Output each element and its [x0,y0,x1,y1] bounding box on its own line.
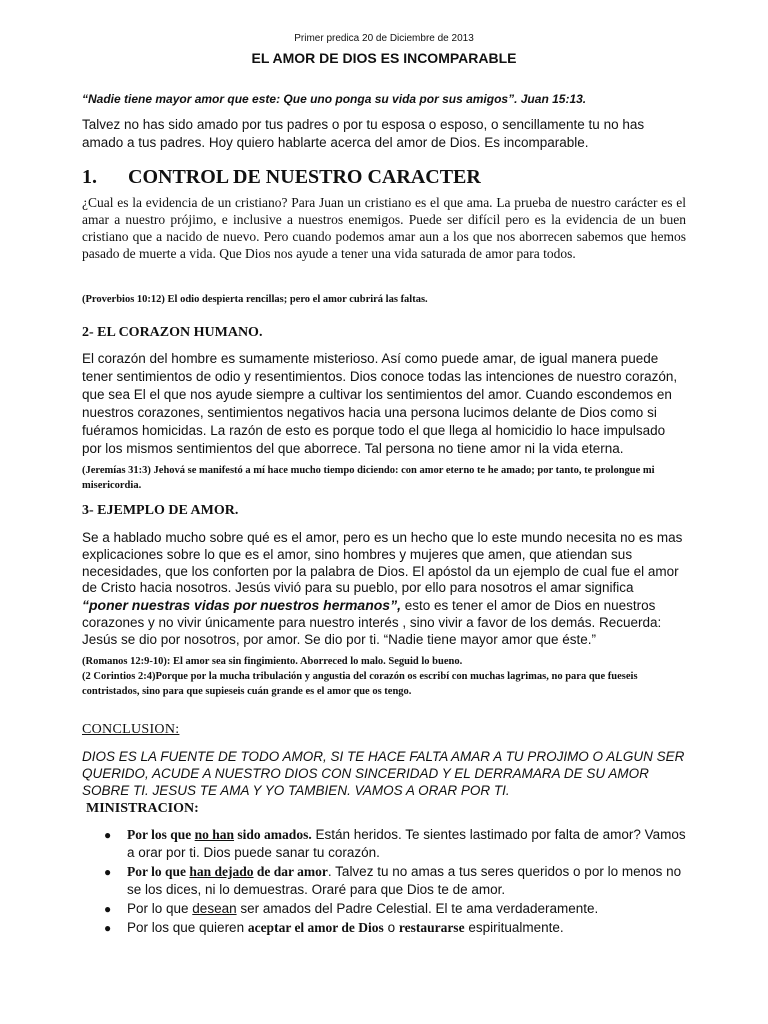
item-3-text: ser amados del Padre Celestial. El te ama verdaderamente. [236,901,599,916]
item-4-bold-2: restaurarse [398,920,465,935]
section-3-reference-romanos: (Romanos 12:9-10): El amor sea sin fingimiento. Aborreced lo malo. Seguid lo bueno. [82,656,463,667]
intro-paragraph: Talvez no has sido amado por tus padres o por tu esposa o esposo, o sencillamente tu no has amado a tus padres. Hoy quiero hablarte acerca del amor de Dios. Es incomparable. [82,117,645,150]
item-3-lead: Por lo que [127,901,193,916]
ministracion-list [82,826,686,938]
section-3-body-part2: esto es tener el amor de Dios en nuestros corazones y no vivir únicamente para nuestro interés , sino vivir a favor de los demás. Recuerda: Jesús se dio por nosotros, por amor. Se dio por ti. “Nadie tiene mayor amor que éste.” [82,598,662,647]
section-3-emphasis: “poner nuestras vidas por nuestros hermanos”, [82,597,401,614]
section-1-number: 1. [82,166,97,188]
section-1-reference: (Proverbios 10:12) El odio despierta rencillas; pero el amor cubrirá las faltas. [82,294,428,305]
item-4-bold-1: aceptar el amor de Dios [247,920,384,935]
bullet-icon: ● [104,902,112,916]
section-3-reference-corintios: (2 Corintios 2:4)Porque por la mucha tribulación y angustia del corazón os escribí con muchas lagrimas, no para que fueseis contristados, sino para que supieseis cuán grande es el amor que os tengo. [82,671,638,697]
section-3-body-part1: Se a hablado mucho sobre qué es el amor, pero es un hecho que lo este mundo necesita no es mas explicaciones sobre lo que es el amor, sino hombres y mujeres que amen, que atiendan sus necesidades, que los conforten por la palabra de Dios. El apóstol da un ejemplo de cual fue el amor de Cristo hacia nosotros. Jesús vivió para su pueblo, por ello para nosotros el amar significa [82,530,683,596]
conclusion-text: DIOS ES LA FUENTE DE TODO AMOR, SI TE HACE FALTA AMAR A TU PROJIMO O ALGUN SER QUERIDO, ACUDE A NUESTRO DIOS CON SINCERIDAD Y EL DERRAMARA DE SU AMOR SOBRE TI. JESUS TE AMA Y YO TAMBIEN. VAMOS A ORAR POR TI. [82,749,685,798]
section-1-title: CONTROL DE NUESTRO CARACTER [128,166,481,188]
item-2-text: . Talvez tu no amas a tus seres queridos o por lo menos no se los dices, ni lo demuestras. Oraré para que Dios te de amor. [127,864,682,897]
section-2-body: El corazón del hombre es sumamente misterioso. Así como puede amar, de igual manera puede tener sentimientos de odio y resentimientos. Dios conoce todas las intenciones de nuestro corazón, que sea El el que nos ayude siempre a cultivar los sentimientos del amor. Cuando escondemos en nuestros corazones, sentimientos negativos hacia una persona lucimos delante de Dios como si fuéramos homicidas. La razón de esto es porque todo el que llega al homicidio lo hace impulsado por los mismos sentimientos del que aborrece. Tal persona no tiene amor ni la vida eterna. [82,351,678,456]
bullet-icon: ● [104,921,112,935]
document-title: EL AMOR DE DIOS ES INCOMPARABLE [251,50,517,66]
section-2-heading: 2- EL CORAZON HUMANO. [82,325,263,340]
item-2-lead: Por lo que [127,864,190,879]
bullet-icon: ● [104,828,112,842]
section-1-heading [82,166,481,189]
item-4-text: espiritualmente. [464,920,564,935]
item-1-underline: no han [194,827,235,842]
section-3-heading: 3- EJEMPLO DE AMOR. [82,503,239,518]
conclusion-heading: CONCLUSION: [82,722,180,737]
item-2-bold: de dar amor [253,864,328,879]
item-1-lead: Por los que [127,827,195,842]
list-item [82,919,686,937]
list-item [82,826,686,862]
item-3-underline: desean [192,901,237,916]
section-2-reference: (Jeremías 31:3) Jehová se manifestó a mí hace mucho tiempo diciendo: con amor eterno te he amado; por tanto, te prolongue mi misericordia. [82,465,655,491]
section-3-body [82,530,686,649]
item-1-bold: sido amados. [234,827,312,842]
header-date-line: Primer predica 20 de Diciembre de 2013 [294,33,474,44]
item-4-connector: o [383,920,399,935]
item-4-lead: Por los que quieren [127,920,248,935]
item-1-text: Están heridos. Te sientes lastimado por falta de amor? Vamos a orar por ti. Dios puede sanar tu corazón. [127,827,686,860]
list-item [82,900,686,918]
list-item [82,863,686,899]
section-1-body: ¿Cual es la evidencia de un cristiano? Para Juan un cristiano es el que ama. La prueba de nuestro carácter es el amar a nuestro prójimo, e inclusive a nuestros enemigos. Puede ser difícil pero es la evidencia de un buen cristiano que a nacido de nuevo. Pero cuando podemos amar aun a los que nos aborrecen sabemos que hemos pasado de muerte a vida. Que Dios nos ayude a tener una vida saturada de amor para todos. [82,195,686,261]
opening-quote: “Nadie tiene mayor amor que este: Que uno ponga su vida por sus amigos”. Juan 15:13. [82,92,587,106]
bullet-icon: ● [104,865,112,879]
ministracion-heading: MINISTRACION: [86,801,199,816]
item-2-underline: han dejado [189,864,254,879]
